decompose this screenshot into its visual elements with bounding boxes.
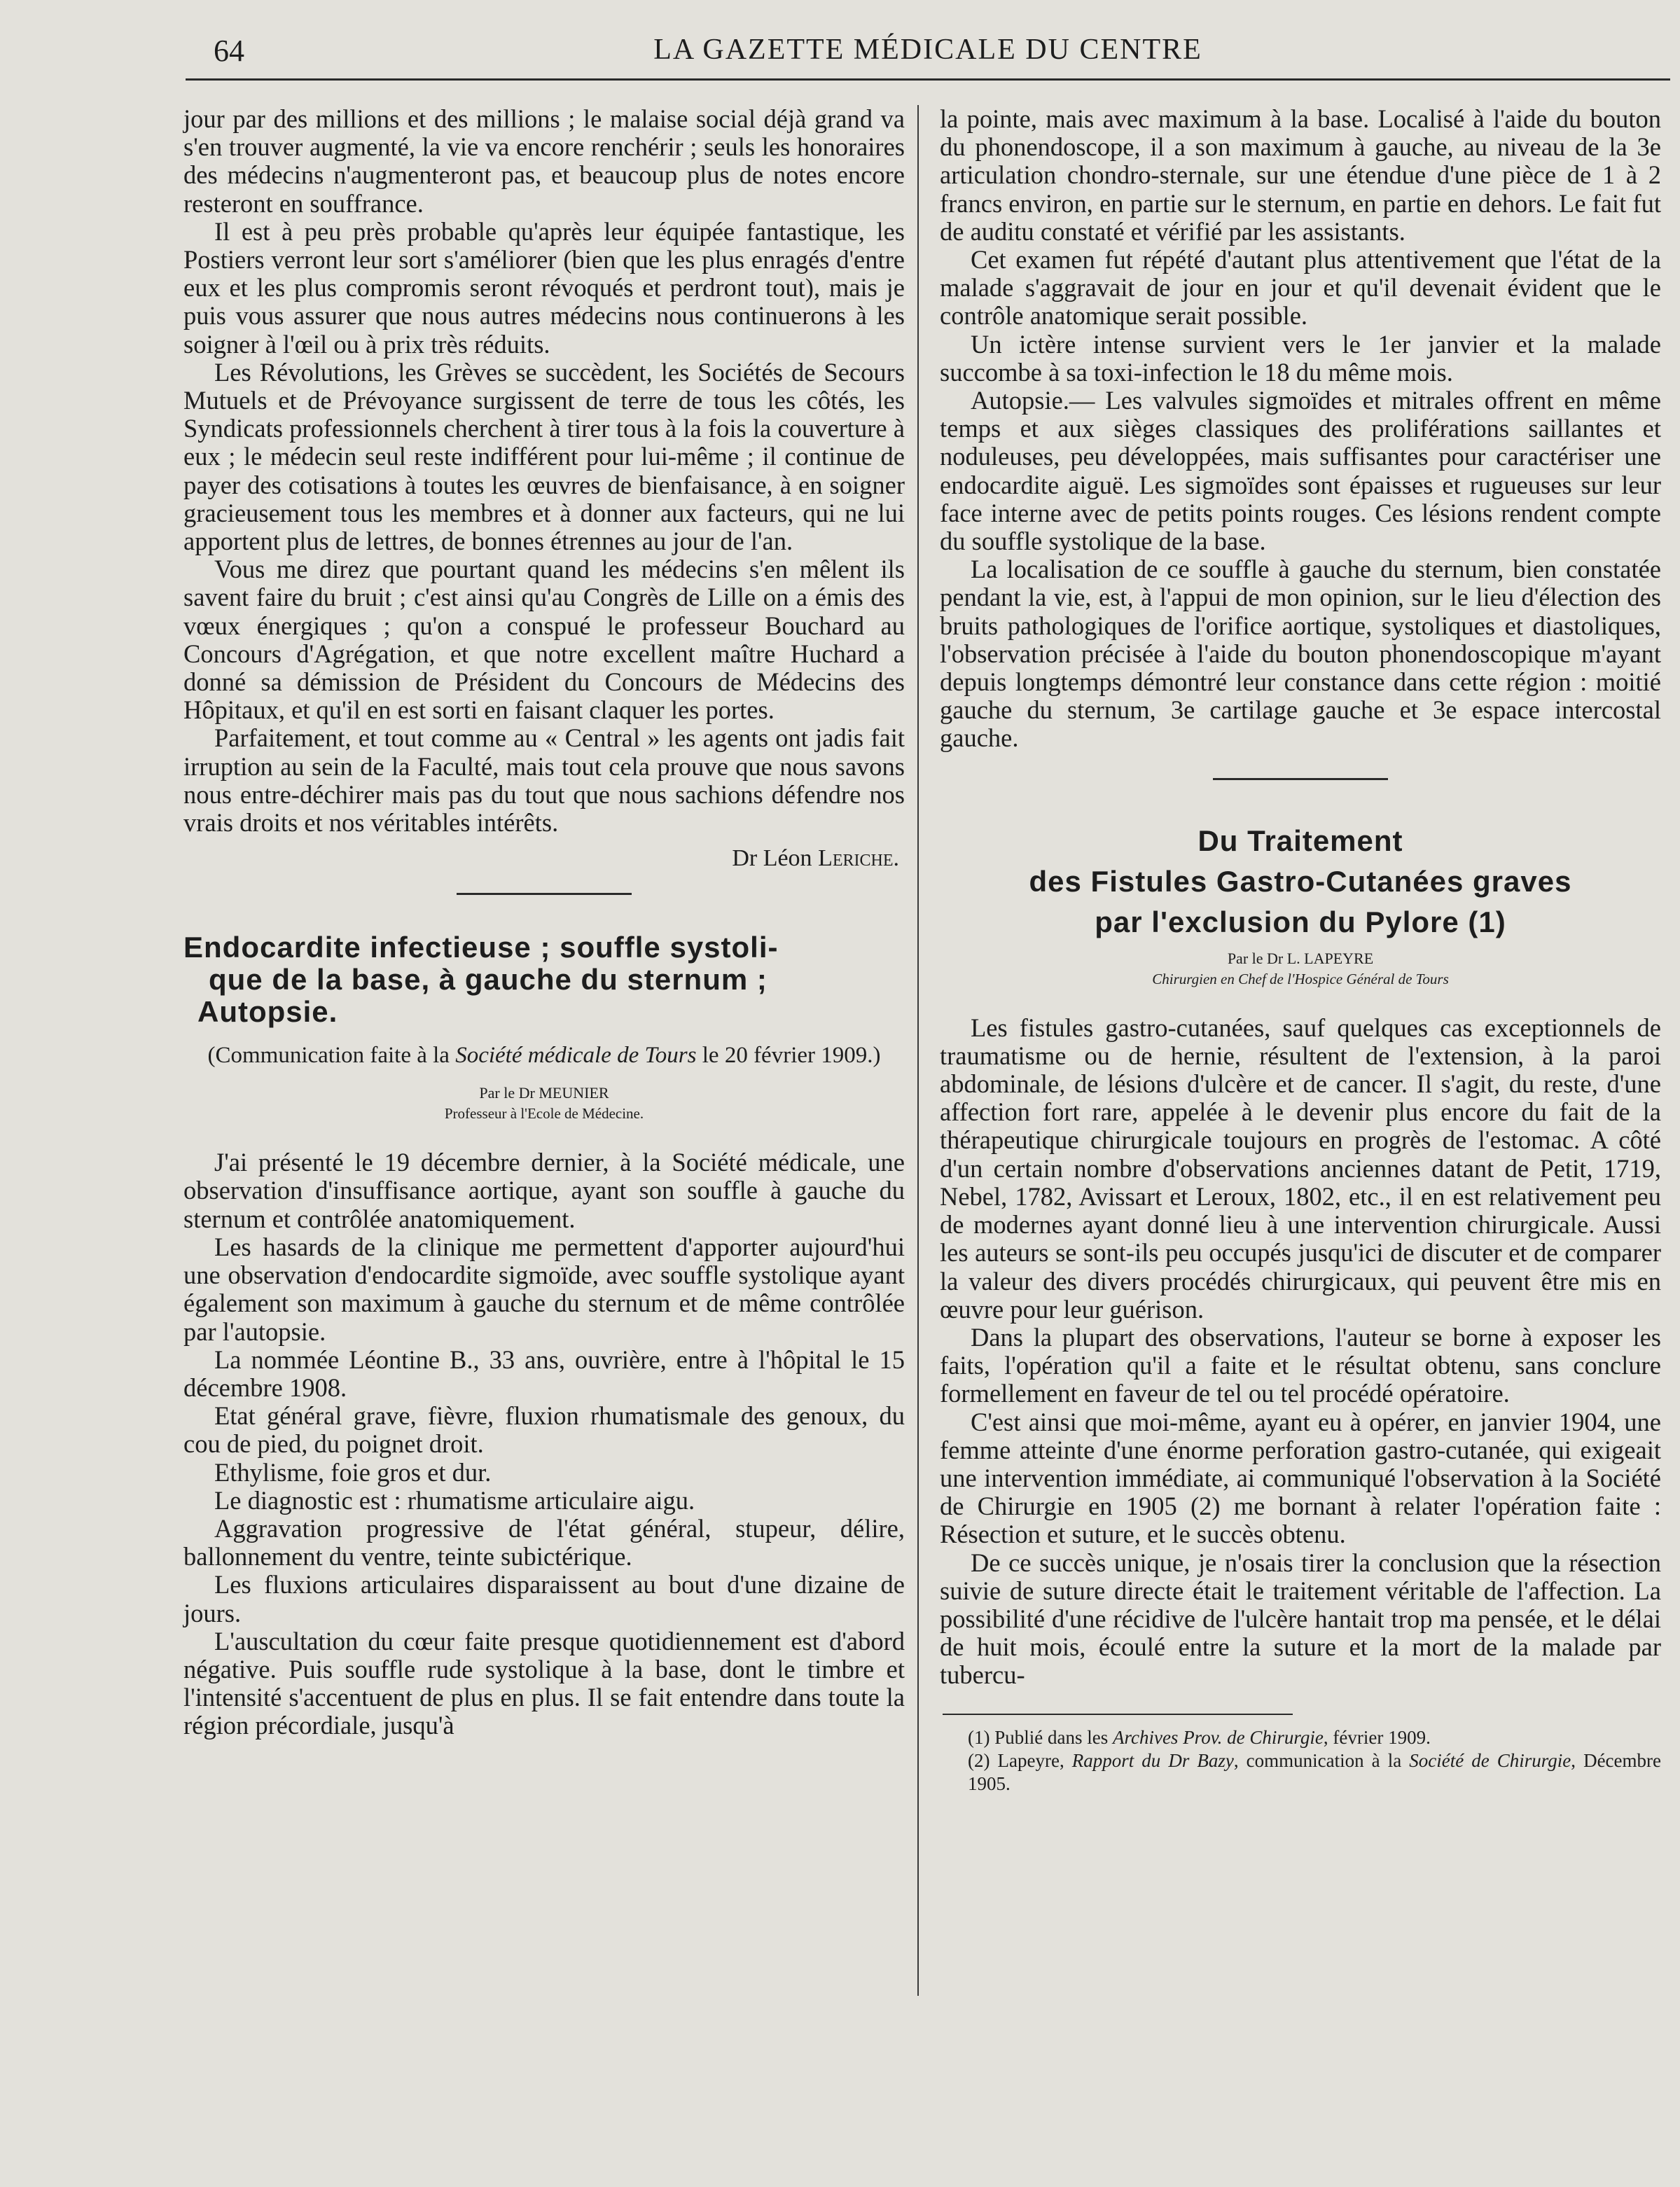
footnote-text: , février 1909.	[1323, 1726, 1431, 1748]
paragraph: De ce succès unique, je n'osais tirer la conclusion que la résection suivie de suture directe était le traitement véritable de l'affection. La possibilité d'une récidive de l'ulcère hantait trop ma pensée, et le délai de huit mois, écoulé entre la suture et la mort de la malade par tubercu-	[940, 1548, 1661, 1690]
footnote-text: (1) Publié dans les	[968, 1726, 1113, 1748]
paragraph: Les Révolutions, les Grèves se succèdent, les Sociétés de Secours Mutuels et de Prévoyance surgissent de terre de tous les côtés, les Syndicats professionnels cherchent à tirer tous à la fois la couverture à eux ; le médecin seul reste indifférent pour lui-même ; il continue de payer des cotisations à toutes les œuvres de bienfaisance, à en soigner gracieusement tous les membres et à donner aux facteurs, qui ne lui apportent plus de lettres, de bonnes étrennes au jour de l'an.	[183, 357, 905, 556]
article-title	[183, 931, 905, 1028]
footnote	[940, 1726, 1661, 1749]
paragraph: J'ai présenté le 19 décembre dernier, à la Société médicale, une observation d'insuffisance aortique, ayant son souffle à gauche du sternum et contrôlée anatomiquement.	[183, 1148, 905, 1233]
paragraph: Un ictère intense survient vers le 1er janvier et la malade succombe à sa toxi-infection le 18 du même mois.	[940, 329, 1661, 387]
column-divider	[917, 105, 919, 1996]
left-column	[183, 105, 905, 1740]
paragraph: la pointe, mais avec maximum à la base. Localisé à l'aide du bouton du phonendoscope, il a son maximum à gauche, au niveau de la 3e articulation chondro-sternale, sur une étendue d'une pièce de 1 à 2 francs environ, en partie sur le sternum, en partie en dehors. Le fait fut de auditu constaté et vérifié par les assistants.	[940, 104, 1661, 246]
paragraph: Il est à peu près probable qu'après leur équipée fantastique, les Postiers verront leur sort s'améliorer (bien que les plus enragés d'entre eux et les plus compromis seront révoqués et perdront tout), mais je puis vous assurer que nous autres médecins nous continuerons à les soigner à l'œil ou à prix très réduits.	[183, 216, 905, 359]
footnote-text: , communication à la	[1233, 1749, 1410, 1771]
footnote-text: (2) Lapeyre,	[968, 1749, 1072, 1771]
paragraph: Ethylisme, foie gros et dur.	[214, 1457, 492, 1487]
communication-note	[195, 1042, 894, 1069]
paragraph: Autopsie.— Les valvules sigmoïdes et mitrales offrent en même temps et aux sièges classiques des proliférations saillantes et noduleuses, peu développées, mais suffisantes pour caractériser une endocardite aiguë. Les sigmoïdes sont épaisses et rugueuses sur leur face interne avec de petits points rouges. Ces lésions rendent compte du souffle systolique de la base.	[940, 386, 1661, 556]
byline: Par le Dr L. LAPEYRE	[1227, 949, 1374, 967]
report-title: Rapport du Dr Bazy	[1071, 1749, 1234, 1771]
footnote-text: , Décembre 1905.	[968, 1749, 1661, 1794]
title-line: Endocardite infectieuse ; souffle systoli-	[183, 931, 779, 964]
footnote	[940, 1749, 1661, 1796]
running-title: LA GAZETTE MÉDICALE DU CENTRE	[653, 34, 1202, 66]
page-header	[186, 29, 1670, 78]
society-name: Société de Chirurgie	[1409, 1749, 1571, 1771]
society-name: Société médicale de Tours	[455, 1043, 697, 1069]
paragraph: Aggravation progressive de l'état général, stupeur, délire, ballonnement du ventre, teinte subictérique.	[183, 1513, 905, 1571]
paragraph: Les fistules gastro-cutanées, sauf quelques cas exceptionnels de traumatisme ou de hernie, résultent de l'extension, à la paroi abdominale, de lésions d'ulcère et de cancer. Il s'agit, du reste, d'une affection fort rare, appelée à le devenir plus encore du fait de la thérapeutique chirurgicale toujours en progrès de l'estomac. A côté d'un certain nombre d'observations anciennes datant de Petit, 1719, Nebel, 1782, Avissart et Leroux, 1802, etc., il en est relativement peu de modernes ayant donné lieu à une intervention chirurgicale. Aussi les auteurs se sont-ils peu occupés jusqu'ici de discuter et de comparer la valeur des divers procédés chirurgicaux, qui peuvent être mis en œuvre pour leur guérison.	[940, 1013, 1661, 1324]
article-title	[940, 821, 1661, 943]
paragraph: Etat général grave, fièvre, fluxion rhumatismale des genoux, du cou de pied, du poignet droit.	[183, 1401, 905, 1459]
affiliation: Chirurgien en Chef de l'Hospice Général de Tours	[1152, 970, 1449, 987]
paragraph: Les fluxions articulaires disparaissent au bout d'une dizaine de jours.	[183, 1570, 905, 1627]
page-number: 64	[214, 34, 244, 68]
header-rule	[186, 78, 1670, 81]
right-column	[940, 105, 1661, 1796]
journal-name: Archives Prov. de Chirurgie	[1112, 1726, 1324, 1748]
affiliation: Professeur à l'Ecole de Médecine.	[444, 1105, 644, 1123]
author-signature	[183, 845, 899, 872]
paragraph: Parfaitement, et tout comme au « Central » les agents ont jadis fait irruption au sein de la Faculté, mais tout cela prouve que nous savons nous entre-déchirer mais pas du tout que nous sachions défendre nos vrais droits et nos véritables intérêts.	[183, 723, 905, 838]
title-line: Autopsie.	[197, 995, 338, 1029]
paragraph: Cet examen fut répété d'autant plus attentivement que l'état de la malade s'aggravait de jour en jour et qu'il devenait évident que le contrôle anatomique serait possible.	[940, 245, 1661, 331]
paragraph: La localisation de ce souffle à gauche du sternum, bien constatée pendant la vie, est, à l'appui de mon opinion, sur le lieu d'élection des bruits pathologiques de l'orifice aortique, systoliques et diastoliques, l'observation précisée à l'aide du bouton phonendoscopique m'ayant depuis longtemps démontré leur constance dans cette région : moitié gauche du sternum, 3e cartilage gauche et 3e espace intercostal gauche.	[940, 555, 1661, 753]
communication-text: (Communication faite à la	[207, 1043, 456, 1069]
signature-prefix: Dr Léon	[732, 845, 819, 872]
paragraph: Vous me direz que pourtant quand les médecins s'en mêlent ils savent faire du bruit ; c'est ainsi qu'au Congrès de Lille on a émis des vœux énergiques ; qu'on a conspué le professeur Bouchard au Concours d'Agrégation, et que notre excellent maître Huchard a donné sa démission de Président du Concours de Médecins des Hôpitaux, et qu'il en est sorti en faisant claquer les portes.	[183, 555, 905, 725]
signature-name: Leriche.	[818, 845, 899, 872]
paragraph: Le diagnostic est : rhumatisme articulaire aigu.	[214, 1485, 695, 1515]
section-separator	[1213, 778, 1388, 780]
communication-date: le 20 février 1909.)	[696, 1043, 881, 1069]
title-line: par l'exclusion du Pylore (1)	[1095, 905, 1506, 938]
title-line: que de la base, à gauche du sternum ;	[209, 963, 768, 997]
paragraph: C'est ainsi que moi-même, ayant eu à opérer, en janvier 1904, une femme atteinte d'une énorme perforation gastro-cutanée, qui exigeait une intervention immédiate, ai communiqué l'observation à la Société de Chirurgie en 1905 (2) me bornant à relater l'opération faite : Résection et suture, et le succès obtenu.	[940, 1407, 1661, 1549]
paragraph: L'auscultation du cœur faite presque quotidiennement est d'abord négative. Puis souffle rude systolique à la base, dont le timbre et l'intensité s'accentuent de plus en plus. Il se fait entendre dans toute la région précordiale, jusqu'à	[183, 1626, 905, 1740]
section-separator	[457, 893, 632, 895]
paragraph: jour par des millions et des millions ; le malaise social déjà grand va s'en trouver augmenté, la vie va encore renchérir ; seuls les honoraires des médecins n'augmenteront pas, et beaucoup plus de notes encore resteront en souffrance.	[183, 104, 905, 218]
title-line: Du Traitement	[1197, 824, 1403, 857]
title-line: des Fistules Gastro-Cutanées graves	[1029, 864, 1572, 898]
paragraph: La nommée Léontine B., 33 ans, ouvrière, entre à l'hôpital le 15 décembre 1908.	[183, 1345, 905, 1402]
paragraph: Dans la plupart des observations, l'auteur se borne à exposer les faits, l'opération qu'il a faite et le résultat obtenu, sans conclure formellement en faveur de tel ou tel procédé opératoire.	[940, 1322, 1661, 1408]
paragraph: Les hasards de la clinique me permettent d'apporter aujourd'hui une observation d'endocardite sigmoïde, avec souffle systolique ayant également son maximum à gauche du sternum et de même contrôlée par l'autopsie.	[183, 1232, 905, 1346]
byline: Par le Dr MEUNIER	[479, 1084, 609, 1102]
footnote-rule	[943, 1714, 1293, 1715]
